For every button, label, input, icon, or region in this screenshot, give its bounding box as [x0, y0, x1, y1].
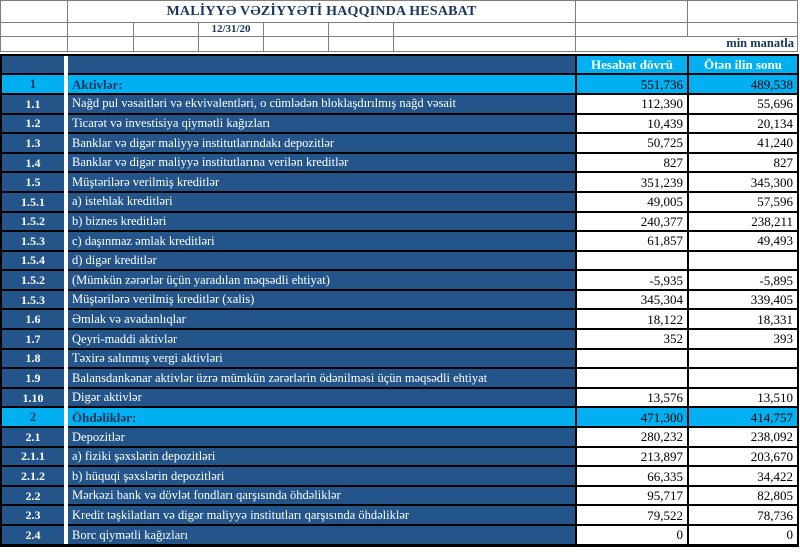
- row-label: d) digər kreditlər: [68, 251, 576, 271]
- grid-cell: [264, 23, 329, 37]
- row-value-current: 49,005: [576, 192, 688, 212]
- row-label: (Mümkün zərərlər üçün yaradılan məqsədli ehtiyat): [68, 270, 576, 290]
- row-value-previous: 345,300: [688, 172, 798, 192]
- table-row: [1, 251, 798, 271]
- row-value-previous: [688, 368, 798, 388]
- table-row: [1, 388, 798, 408]
- row-value-current: 61,857: [576, 231, 688, 251]
- row-value-current: 827: [576, 153, 688, 173]
- row-number: 1.5.3: [1, 231, 64, 251]
- row-value-current: 66,335: [576, 466, 688, 486]
- row-value-previous: 49,493: [688, 231, 798, 251]
- row-value-current: 240,377: [576, 212, 688, 232]
- row-value-previous: 489,538: [688, 74, 798, 94]
- table-row: [1, 153, 798, 173]
- unit-note: min manatla: [576, 37, 798, 52]
- table-row: [1, 486, 798, 506]
- row-number: 2.4: [1, 525, 64, 545]
- row-value-current: 352: [576, 329, 688, 349]
- row-number: 1.9: [1, 368, 64, 388]
- row-label: Balansdankənar aktivlər üzrə mümkün zərərlərin ödənilməsi üçün məqsədli ehtiyat: [68, 368, 576, 388]
- row-value-previous: 238,092: [688, 427, 798, 447]
- grid-cell: [1, 23, 68, 37]
- grid-cell: [264, 37, 329, 52]
- row-label: b) biznes kreditləri: [68, 212, 576, 232]
- table-row: [1, 329, 798, 349]
- row-number: 1.7: [1, 329, 64, 349]
- row-value-current: 18,122: [576, 309, 688, 329]
- row-label: c) daşınmaz əmlak kreditləri: [68, 231, 576, 251]
- row-number: 2.2: [1, 486, 64, 506]
- column-header-previous: Ötən ilin sonu: [688, 55, 798, 75]
- row-value-current: 471,300: [576, 407, 688, 427]
- row-label: Müştərilərə verilmiş kreditlər: [68, 172, 576, 192]
- grid-cell: [134, 23, 199, 37]
- row-value-previous: 238,211: [688, 212, 798, 232]
- header-grid-row-3: [1, 37, 798, 52]
- row-value-current: 351,239: [576, 172, 688, 192]
- table-row: [1, 212, 798, 232]
- row-value-previous: 34,422: [688, 466, 798, 486]
- row-number: 1.4: [1, 153, 64, 173]
- row-label: Mərkəzi bank və dövlət fondları qarşısında öhdəliklər: [68, 486, 576, 506]
- row-value-previous: 18,331: [688, 309, 798, 329]
- row-value-previous: 827: [688, 153, 798, 173]
- row-number: 1.1: [1, 94, 64, 114]
- table-row: [1, 231, 798, 251]
- row-value-current: -5,935: [576, 270, 688, 290]
- grid-cell: [576, 1, 688, 23]
- table-row: [1, 192, 798, 212]
- table-row: [1, 114, 798, 134]
- table-row: [1, 525, 798, 545]
- grid-cell: [1, 37, 68, 52]
- row-value-current: [576, 368, 688, 388]
- row-label: Kredit təşkilatları və digər maliyyə institutları qarşısında öhdəliklər: [68, 505, 576, 525]
- row-value-current: [576, 251, 688, 271]
- row-label: Qeyri-maddi aktivlər: [68, 329, 576, 349]
- row-number: 2.1.2: [1, 466, 64, 486]
- row-value-previous: 393: [688, 329, 798, 349]
- row-value-previous: 20,134: [688, 114, 798, 134]
- row-number: 1.5.3: [1, 290, 64, 310]
- row-value-previous: 414,757: [688, 407, 798, 427]
- row-value-previous: [688, 251, 798, 271]
- row-number: 1.5.1: [1, 192, 64, 212]
- column-header-current: Hesabat dövrü: [576, 55, 688, 75]
- table-row: [1, 290, 798, 310]
- row-number: 1.5.2: [1, 212, 64, 232]
- row-label: Aktivlər:: [68, 74, 576, 94]
- header-corner-cell: [1, 55, 64, 75]
- grid-cell: [329, 37, 394, 52]
- financial-table: [0, 54, 799, 547]
- header-grid: [0, 0, 798, 52]
- row-number: 1.5.4: [1, 251, 64, 271]
- row-number: 1.5.2: [1, 270, 64, 290]
- row-number: 1.3: [1, 133, 64, 153]
- header-grid-row-2: [1, 23, 798, 37]
- row-number: 2.3: [1, 505, 64, 525]
- row-value-current: 551,736: [576, 74, 688, 94]
- row-value-current: 280,232: [576, 427, 688, 447]
- row-value-current: 50,725: [576, 133, 688, 153]
- row-value-previous: 0: [688, 525, 798, 545]
- table-row: [1, 427, 798, 447]
- grid-cell: [134, 37, 199, 52]
- row-label: Banklar və digər maliyyə institutlarındakı depozitlər: [68, 133, 576, 153]
- row-number: 1: [1, 74, 64, 94]
- row-number: 2: [1, 407, 64, 427]
- row-number: 1.8: [1, 349, 64, 369]
- row-value-current: 112,390: [576, 94, 688, 114]
- header-label-cell: [68, 55, 576, 75]
- row-number: 1.6: [1, 309, 64, 329]
- row-label: a) istehlak kreditləri: [68, 192, 576, 212]
- column-header-row: [1, 55, 798, 75]
- table-row: [1, 466, 798, 486]
- row-value-previous: 57,596: [688, 192, 798, 212]
- row-value-previous: [688, 349, 798, 369]
- row-label: Depozitlər: [68, 427, 576, 447]
- row-value-previous: 13,510: [688, 388, 798, 408]
- grid-cell: [329, 23, 394, 37]
- row-label: Təxirə salınmış vergi aktivləri: [68, 349, 576, 369]
- grid-cell: [1, 1, 68, 23]
- row-value-current: [576, 349, 688, 369]
- row-number: 2.1: [1, 427, 64, 447]
- row-label: Digər aktivlər: [68, 388, 576, 408]
- table-row: [1, 309, 798, 329]
- row-value-current: 13,576: [576, 388, 688, 408]
- table-row: [1, 447, 798, 467]
- row-value-previous: 55,696: [688, 94, 798, 114]
- row-number: 1.5: [1, 172, 64, 192]
- row-value-current: 345,304: [576, 290, 688, 310]
- row-value-previous: 339,405: [688, 290, 798, 310]
- row-number: 1.2: [1, 114, 64, 134]
- grid-cell: [688, 1, 798, 23]
- row-number: 1.10: [1, 388, 64, 408]
- row-label: Öhdəliklər:: [68, 407, 576, 427]
- row-label: Nağd pul vəsaitləri və ekvivalentləri, o cümlədən bloklaşdırılmış nağd vəsait: [68, 94, 576, 114]
- grid-cell: [199, 37, 264, 52]
- grid-cell: [576, 23, 688, 37]
- table-row: [1, 172, 798, 192]
- row-value-previous: -5,895: [688, 270, 798, 290]
- row-label: Borc qiymətli kağızları: [68, 525, 576, 545]
- table-row: [1, 74, 798, 94]
- row-value-previous: 203,670: [688, 447, 798, 467]
- row-label: Banklar və digər maliyyə institutlarına verilən kreditlər: [68, 153, 576, 173]
- table-row: [1, 407, 798, 427]
- table-row: [1, 270, 798, 290]
- row-value-current: 0: [576, 525, 688, 545]
- row-label: Müştərilərə verilmiş kreditlər (xalis): [68, 290, 576, 310]
- grid-cell: [688, 23, 798, 37]
- row-value-previous: 41,240: [688, 133, 798, 153]
- report-title: MALİYYƏ VƏZİYYƏTİ HAQQINDA HESABAT: [68, 1, 576, 23]
- row-value-current: 95,717: [576, 486, 688, 506]
- table-row: [1, 505, 798, 525]
- table-row: [1, 349, 798, 369]
- row-value-current: 79,522: [576, 505, 688, 525]
- row-label: Ticarət və investisiya qiymətli kağızları: [68, 114, 576, 134]
- row-label: a) fiziki şəxslərin depozitləri: [68, 447, 576, 467]
- row-label: b) hüquqi şəxslərin depozitləri: [68, 466, 576, 486]
- grid-cell: [68, 23, 134, 37]
- row-label: Əmlak və avadanlıqlar: [68, 309, 576, 329]
- row-value-previous: 78,736: [688, 505, 798, 525]
- row-number: 2.1.1: [1, 447, 64, 467]
- report-date: 12/31/20: [199, 23, 264, 37]
- row-value-previous: 82,805: [688, 486, 798, 506]
- table-row: [1, 94, 798, 114]
- row-value-current: 213,897: [576, 447, 688, 467]
- grid-cell: [394, 23, 576, 37]
- grid-cell: [68, 37, 134, 52]
- table-row: [1, 133, 798, 153]
- row-value-current: 10,439: [576, 114, 688, 134]
- table-row: [1, 368, 798, 388]
- grid-cell: [394, 37, 576, 52]
- header-grid-row-1: [1, 1, 798, 23]
